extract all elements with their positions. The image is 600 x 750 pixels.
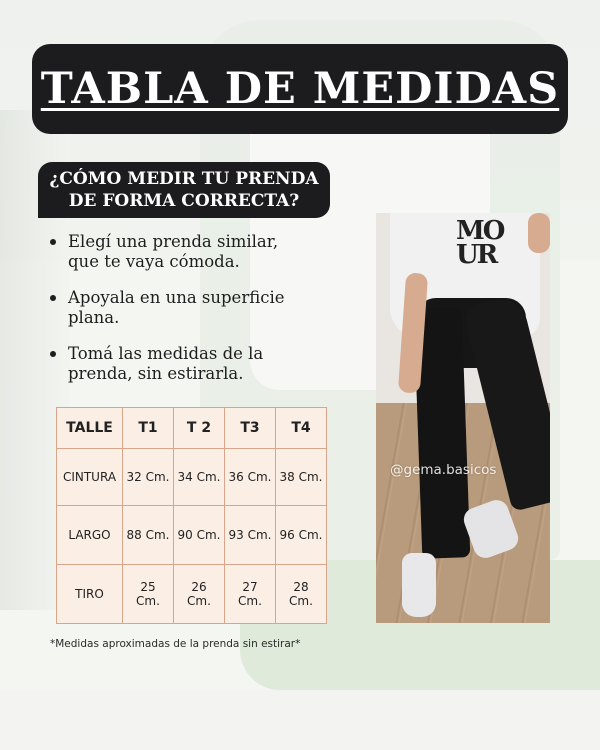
cell-value: 96 Cm. [276, 506, 327, 565]
photo-watermark: @gema.basicos [390, 462, 497, 478]
product-photo [376, 213, 550, 623]
row-label-tiro: TIRO [57, 565, 123, 624]
cell-value: 90 Cm. [174, 506, 225, 565]
page-title: TABLA DE MEDIDAS [40, 64, 560, 114]
instruction-item: Tomá las medidas de la prenda, sin estirarla. [46, 344, 296, 384]
subtitle-line-2: DE FORMA CORRECTA? [68, 191, 300, 211]
cell-value: 25 Cm. [123, 565, 174, 624]
table-row [57, 449, 327, 506]
header-t1: T1 [123, 408, 174, 449]
subtitle-text [38, 168, 330, 212]
cell-value: 32 Cm. [123, 449, 174, 506]
photo-sneaker-left [402, 553, 436, 617]
cell-value: 93 Cm. [225, 506, 276, 565]
table-row [57, 565, 327, 624]
table-header-row [57, 408, 327, 449]
cell-value: 38 Cm. [276, 449, 327, 506]
title-banner [32, 44, 568, 134]
header-talle: TALLE [57, 408, 123, 449]
header-t3: T3 [225, 408, 276, 449]
cell-value: 36 Cm. [225, 449, 276, 506]
tshirt-print: MO UR [456, 216, 504, 270]
cell-value: 34 Cm. [174, 449, 225, 506]
cell-value: 28 Cm. [276, 565, 327, 624]
instruction-list [46, 232, 296, 400]
cell-value: 88 Cm. [123, 506, 174, 565]
subtitle-line-1: ¿CÓMO MEDIR TU PRENDA [49, 169, 319, 189]
row-label-largo: LARGO [57, 506, 123, 565]
header-t4: T4 [276, 408, 327, 449]
size-table [56, 407, 327, 624]
instruction-item: Apoyala en una superficie plana. [46, 288, 296, 328]
table-row [57, 506, 327, 565]
instruction-item: Elegí una prenda similar, que te vaya cómoda. [46, 232, 296, 272]
row-label-cintura: CINTURA [57, 449, 123, 506]
background-bottom-band [0, 690, 600, 750]
cell-value: 26 Cm. [174, 565, 225, 624]
photo-arm-right [528, 213, 550, 253]
footnote: *Medidas aproximadas de la prenda sin estirar* [50, 638, 301, 650]
subtitle-banner [38, 162, 330, 218]
cell-value: 27 Cm. [225, 565, 276, 624]
header-t2: T 2 [174, 408, 225, 449]
